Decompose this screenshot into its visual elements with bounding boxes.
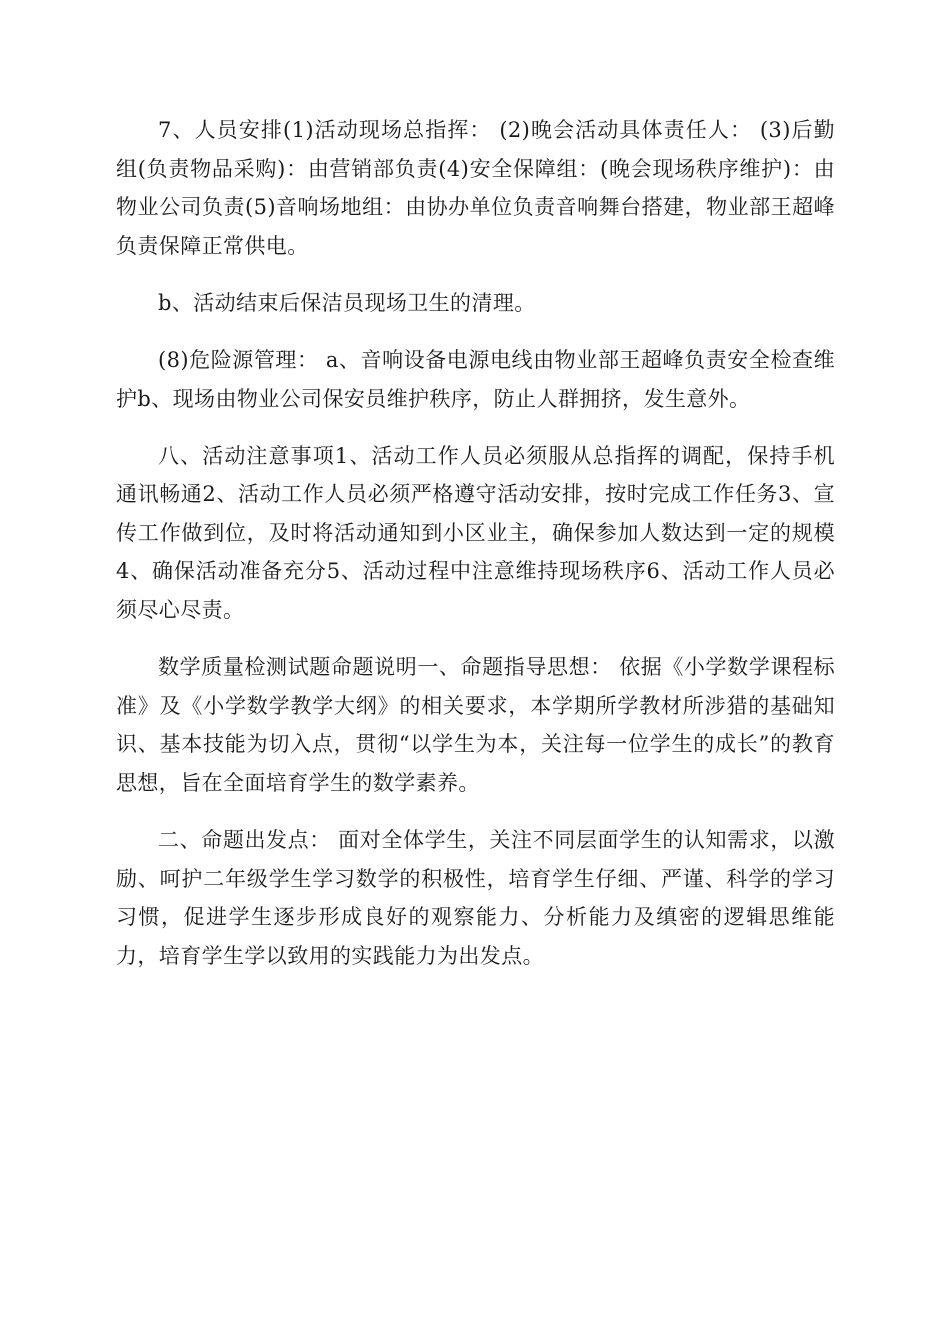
paragraph-exam-starting-point: 二、命题出发点： 面对全体学生，关注不同层面学生的认知需求，以激励、呵护二年级学生学习数学的积极性，培育学生仔细、严谨、科学的学习习惯，促进学生逐步形成良好的观察能力、分析能力及缜密的逻辑思维能力，培育学生学以致用的实践能力为出发点。 (116, 828, 835, 968)
paragraph-staffing: 7、人员安排(1)活动现场总指挥： (2)晚会活动具体责任人： (3)后勤组(负责物品采购)：由营销部负责(4)安全保障组：(晚会现场秩序维护)：由物业公司负责(5)音响场地组：由协办单位负责音响舞台搭建，物业部王超峰负责保障正常供电。 (116, 118, 835, 258)
paragraph-hazard-management: (8)危险源管理： a、音响设备电源电线由物业部王超峰负责安全检查维护b、现场由物业公司保安员维护秩序，防止人群拥挤，发生意外。 (116, 347, 835, 411)
paragraph-cleanup: b、活动结束后保洁员现场卫生的清理。 (158, 290, 536, 315)
paragraph-precautions: 八、活动注意事项1、活动工作人员必须服从总指挥的调配，保持手机通讯畅通2、活动工作人员必须严格遵守活动安排，按时完成工作任务3、宣传工作做到位，及时将活动通知到小区业主，确保参加人数达到一定的规模4、确保活动准备充分5、活动过程中注意维持现场秩序6、活动工作人员必须尽心尽责。 (116, 443, 835, 623)
paragraph-exam-guiding-idea: 数学质量检测试题命题说明一、命题指导思想： 依据《小学数学课程标准》及《小学数学教学大纲》的相关要求，本学期所学教材所涉猎的基础知识、基本技能为切入点，贯彻“以学生为本，关注每一位学生的成长”的教育思想，旨在全面培育学生的数学素养。 (116, 655, 835, 795)
document-body (116, 111, 835, 994)
